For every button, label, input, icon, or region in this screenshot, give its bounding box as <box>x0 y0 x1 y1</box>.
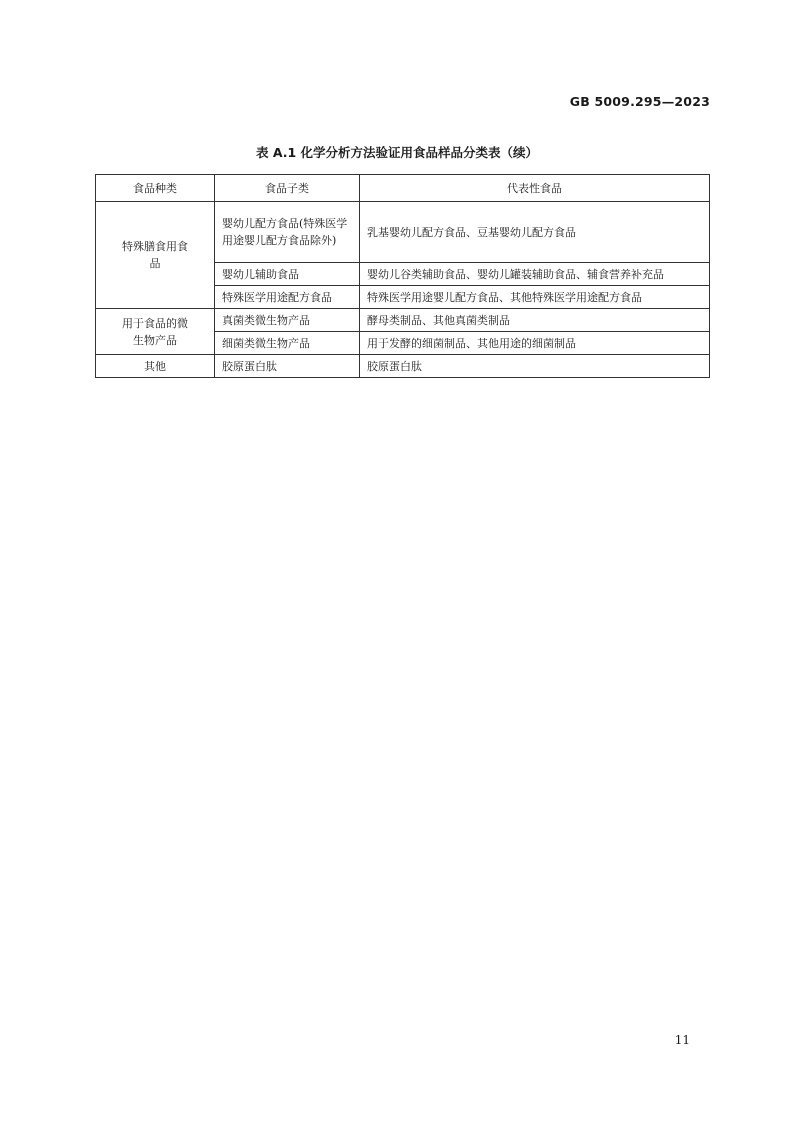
subcategory-cell: 细菌类微生物产品 <box>215 332 360 355</box>
examples-cell: 酵母类制品、其他真菌类制品 <box>360 309 710 332</box>
examples-cell: 胶原蛋白肽 <box>360 355 710 378</box>
examples-cell: 特殊医学用途婴儿配方食品、其他特殊医学用途配方食品 <box>360 286 710 309</box>
table-row <box>96 309 710 332</box>
table-row <box>96 355 710 378</box>
column-header-examples: 代表性食品 <box>360 175 710 202</box>
subcategory-cell: 婴幼儿辅助食品 <box>215 263 360 286</box>
standard-number: GB 5009.295—2023 <box>569 94 710 109</box>
subcategory-cell: 胶原蛋白肽 <box>215 355 360 378</box>
page-number: 11 <box>674 1033 690 1047</box>
subcategory-cell: 真菌类微生物产品 <box>215 309 360 332</box>
classification-table <box>95 174 710 378</box>
category-cell: 特殊膳食用食品 <box>96 202 215 309</box>
category-cell: 用于食品的微生物产品 <box>96 309 215 355</box>
subcategory-cell: 特殊医学用途配方食品 <box>215 286 360 309</box>
table-title: 表 A.1 化学分析方法验证用食品样品分类表（续） <box>255 145 539 160</box>
table-row <box>96 202 710 263</box>
examples-cell: 婴幼儿谷类辅助食品、婴幼儿罐装辅助食品、辅食营养补充品 <box>360 263 710 286</box>
category-cell: 其他 <box>96 355 215 378</box>
examples-cell: 用于发酵的细菌制品、其他用途的细菌制品 <box>360 332 710 355</box>
examples-cell: 乳基婴幼儿配方食品、豆基婴幼儿配方食品 <box>360 202 710 263</box>
column-header-category: 食品种类 <box>96 175 215 202</box>
table-header-row <box>96 175 710 202</box>
column-header-subcategory: 食品子类 <box>215 175 360 202</box>
subcategory-cell: 婴幼儿配方食品(特殊医学用途婴儿配方食品除外) <box>215 202 360 263</box>
